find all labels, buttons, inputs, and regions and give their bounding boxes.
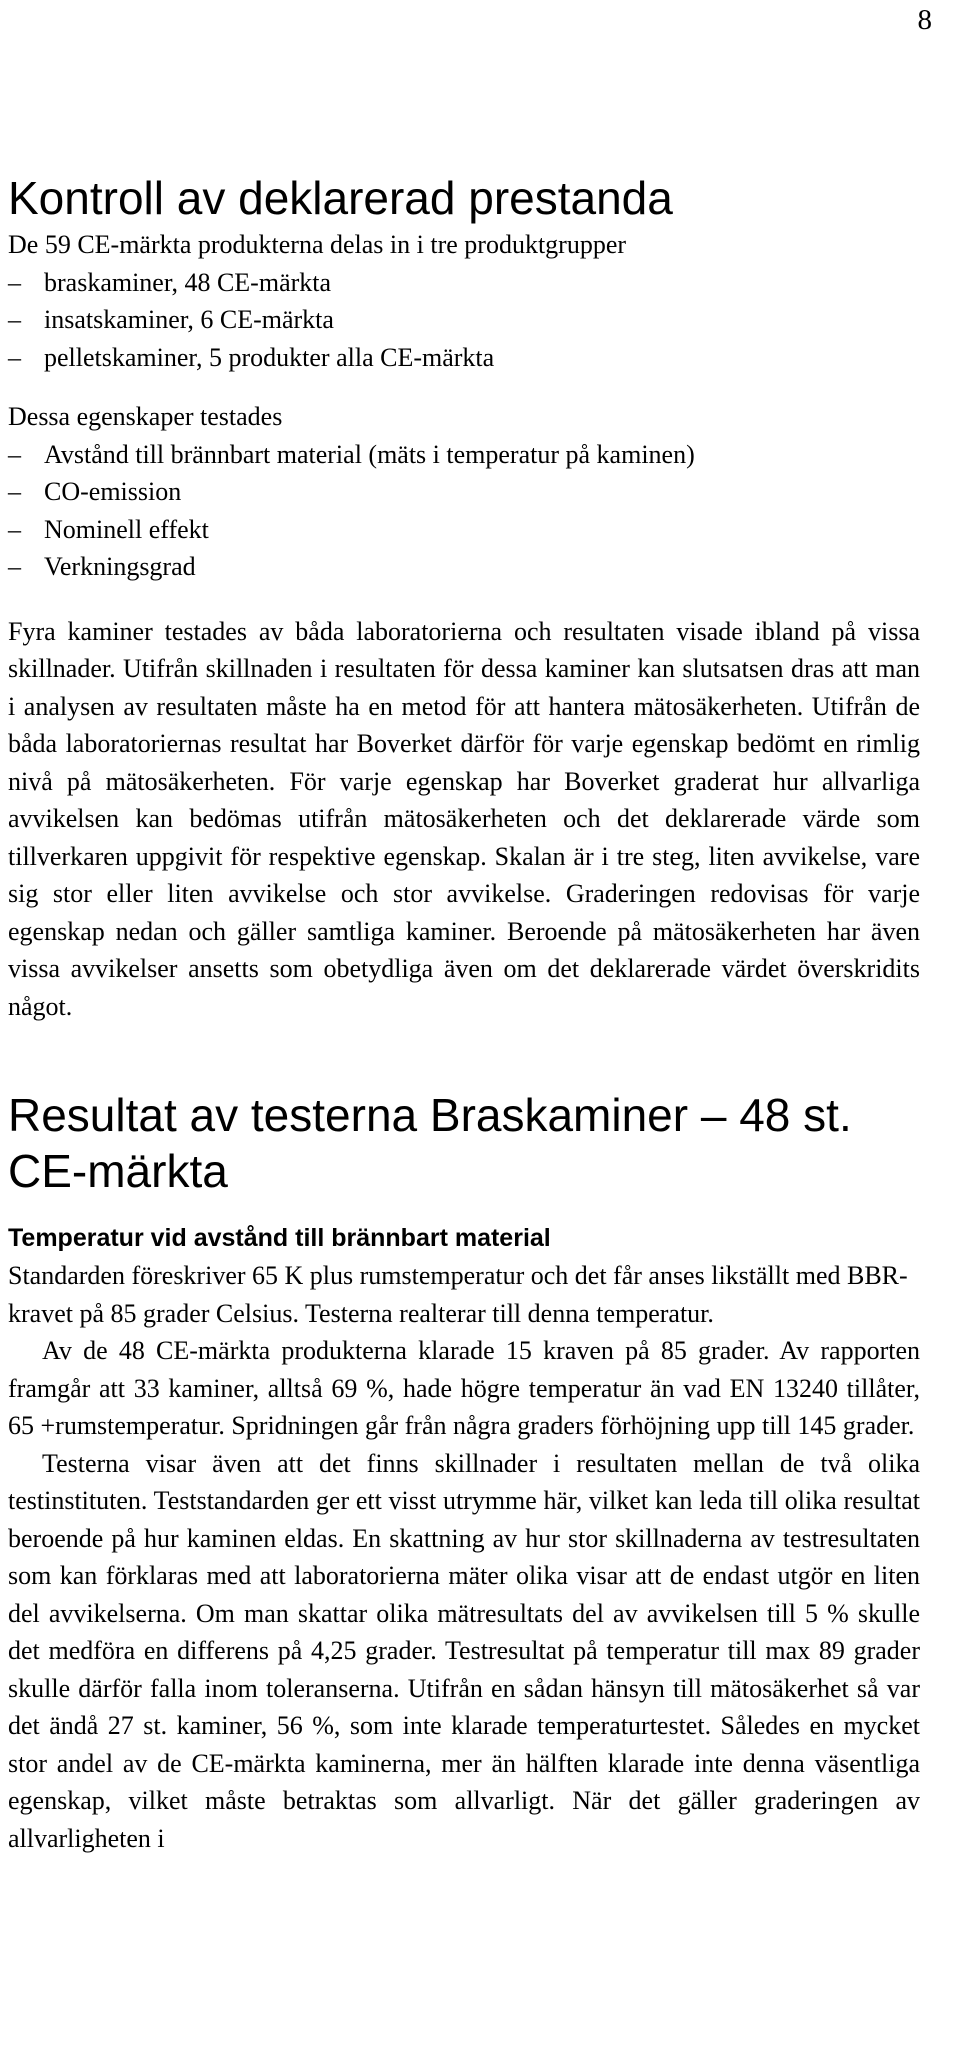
list-item: – Nominell effekt bbox=[8, 511, 920, 549]
document-body bbox=[8, 170, 920, 1857]
dash-bullet-icon: – bbox=[8, 305, 21, 334]
measurement-uncertainty-paragraph: Fyra kaminer testades av båda laboratorierna och resultaten visade ibland på vissa skillnader. Utifrån skillnaden i resultaten för dessa kaminer kan slutsatsen dras att man i analysen av resultaten måste ha en metod för att hantera mätosäkerheten. Utifrån de båda laboratoriernas resultat har Boverket därför för varje egenskap bedömt en rimlig nivå på mätosäkerheten. För varje egenskap har Boverket graderat hur allvarliga avvikelsen kan bedömas utifrån mätosäkerheten och det deklarerade värde som tillverkaren uppgivit för respektive egenskap. Skalan är i tre steg, liten avvikelse, vare sig stor eller liten avvikelse och stor avvikelse. Graderingen redovisas för varje egenskap nedan och gäller samtliga kaminer. Beroende på mätosäkerheten har även vissa avvikelser ansetts som obetydliga även om det deklarerade värdet överskridits något. bbox=[8, 616, 920, 1021]
properties-intro: Dessa egenskaper testades bbox=[8, 402, 283, 431]
groups-intro: De 59 CE-märkta produkterna delas in i tre produktgrupper bbox=[8, 230, 627, 259]
differences-paragraph: Testerna visar även att det finns skillnader i resultaten mellan de två olika testinstituten. Teststandarden ger ett visst utrymme här, vilket kan leda till olika resultat beroende på hur kaminen eldas. En skattning av hur stor skillnaderna av testresultaten som kan förklaras med att laboratorierna mäter olika visar att de endast utgör en liten del avvikelserna. Om man skattar olika mätresultats del av avvikelsen till 5 % skulle det medföra en differens på 4,25 grader. Testresultat på temperatur till max 89 grader skulle därför falla inom toleranserna. Utifrån en sådan hänsyn till mätosäkerhet så var det ändå 27 st. kaminer, 56 %, som inte klarade temperaturtestet. Således en mycket stor andel av de CE-märkta kaminerna, mer än hälften klarade inte denna väsentliga egenskap, vilket måste betraktas som allvarligt. När det gäller graderingen av allvarligheten i bbox=[8, 1448, 920, 1853]
dash-bullet-icon: – bbox=[8, 342, 21, 372]
subheading-temperatur: Temperatur vid avstånd till brännbart material bbox=[8, 1224, 551, 1252]
list-item: – CO-emission bbox=[8, 473, 920, 511]
list-item: – Avstånd till brännbart material (mäts i temperatur på kaminen) bbox=[8, 436, 920, 474]
list-item: – insatskaminer, 6 CE-märkta bbox=[8, 301, 920, 339]
section-heading-kontroll: Kontroll av deklarerad prestanda bbox=[8, 172, 673, 224]
list-item: – braskaminer, 48 CE-märkta bbox=[8, 264, 920, 302]
results-paragraph: Av de 48 CE-märkta produkterna klarade 15 kraven på 85 grader. Av rapporten framgår att 33 kaminer, alltså 69 %, hade högre temperatur än vad EN 13240 tillåter, 65 +rumstemperatur. Spridningen går från några graders förhöjning upp till 145 grader. bbox=[8, 1336, 920, 1440]
list-item: – pelletskaminer, 5 produkter alla CE-märkta bbox=[8, 339, 920, 377]
product-group-list bbox=[8, 264, 920, 377]
tested-properties-list bbox=[8, 436, 920, 586]
dash-bullet-icon: – bbox=[8, 439, 21, 469]
dash-bullet-icon: – bbox=[8, 477, 21, 506]
section-heading-resultat: Resultat av testerna Braskaminer – 48 st. CE-märkta bbox=[8, 1089, 852, 1197]
dash-bullet-icon: – bbox=[8, 267, 21, 297]
page-number: 8 bbox=[917, 4, 932, 36]
standard-paragraph: Standarden föreskriver 65 K plus rumstemperatur och det får anses likställt med BBR-kravet på 85 grader Celsius. Testerna realterar till denna temperatur. bbox=[8, 1261, 908, 1328]
dash-bullet-icon: – bbox=[8, 514, 21, 544]
dash-bullet-icon: – bbox=[8, 552, 21, 581]
list-item: – Verkningsgrad bbox=[8, 548, 920, 586]
